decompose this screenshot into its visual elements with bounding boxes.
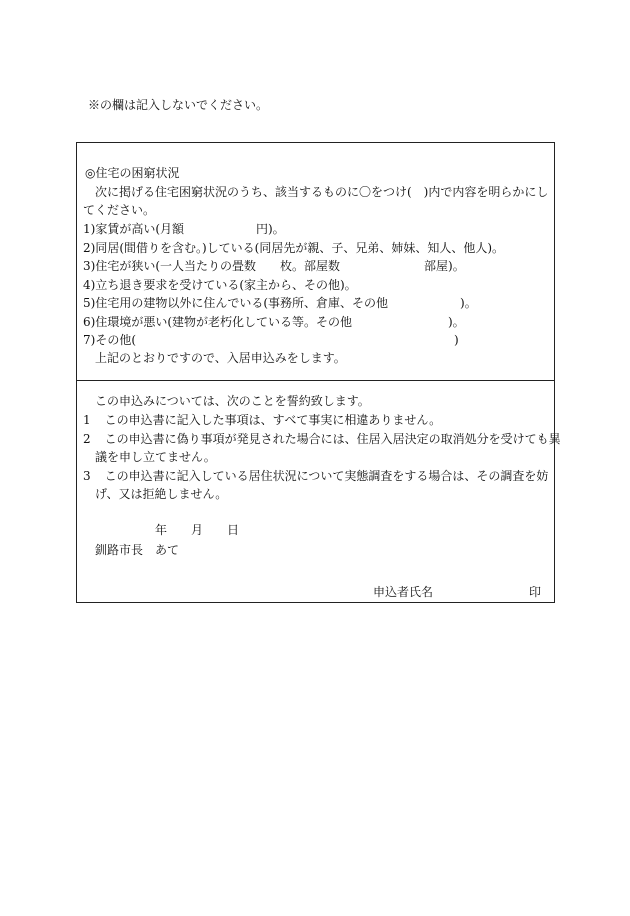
date-day-label: 日: [227, 523, 240, 537]
nonresidential-label: 5)住宅用の建物以外に住んでいる(事務所、倉庫、その他: [83, 296, 389, 310]
nonresidential-close: )。: [460, 296, 477, 310]
hardship-item-eviction: 4)立ち退き要求を受けている(家主から、その他)。: [83, 278, 357, 292]
pledge-item-3: [83, 467, 548, 486]
other-label: 7)その他(: [83, 333, 136, 347]
hardship-closing: 上記のとおりですので、入居申込みをします。: [95, 351, 346, 365]
pledge-1-number: 1: [83, 413, 91, 427]
hardship-item-rent: [83, 220, 285, 239]
hardship-item-cohabitation: 2)同居(間借りを含む。)している(同居先が親、子、兄弟、姉妹、知人、他人)。: [83, 241, 505, 255]
date-month-label: 月: [191, 523, 204, 537]
hardship-item-other: [83, 331, 459, 350]
date-year-label: 年: [155, 523, 168, 537]
rooms-label: 枚。部屋数: [280, 259, 341, 273]
pledge-3-text: この申込書に記入している居住状況について実態調査をする場合は、その調査を妨: [104, 469, 549, 483]
applicant-name-label: 申込者氏名: [373, 585, 434, 599]
instruction-note: ※の欄は記入しないでください。: [88, 98, 269, 112]
rent-label: 1)家賃が高い(月額: [83, 222, 184, 236]
hardship-item-nonresidential: [83, 294, 477, 313]
hardship-intro-line2: てください。: [83, 203, 156, 217]
pledge-1-text: この申込書に記入した事項は、すべて事実に相違ありません。: [104, 413, 442, 427]
pledge-item-2: [83, 430, 561, 449]
pledge-item-1: [83, 411, 441, 430]
hardship-heading: ◎住宅の困窮状況: [85, 166, 180, 180]
hardship-intro-line1: 次に掲げる住宅困窮状況のうち、該当するものに〇をつけ( )内で内容を明らかにし: [95, 185, 549, 199]
section-divider: [77, 380, 554, 381]
pledge-2-text: この申込書に偽り事項が発見された場合には、住居入居決定の取消処分を受けても異: [104, 432, 561, 446]
pledge-2-number: 2: [83, 432, 91, 446]
application-form-frame: [76, 142, 561, 603]
addressee: 釧路市長 あて: [95, 543, 180, 557]
rooms-unit: 部屋)。: [424, 259, 465, 273]
rent-unit: 円)。: [256, 222, 285, 236]
other-close: ): [454, 333, 459, 347]
pledge-3-continuation: げ、又は拒絶しません。: [95, 487, 228, 501]
seal-label: 印: [529, 585, 542, 599]
tatami-label: 3)住宅が狭い(一人当たりの畳数: [83, 259, 256, 273]
pledge-3-number: 3: [83, 469, 91, 483]
hardship-item-environment: [83, 313, 465, 332]
environment-close: )。: [448, 315, 465, 329]
environment-label: 6)住環境が悪い(建物が老朽化している等。その他: [83, 315, 352, 329]
hardship-item-cramped: [83, 257, 465, 276]
pledge-2-continuation: 議を申し立てません。: [95, 450, 216, 464]
pledge-intro: この申込みについては、次のことを誓約致します。: [95, 394, 370, 408]
